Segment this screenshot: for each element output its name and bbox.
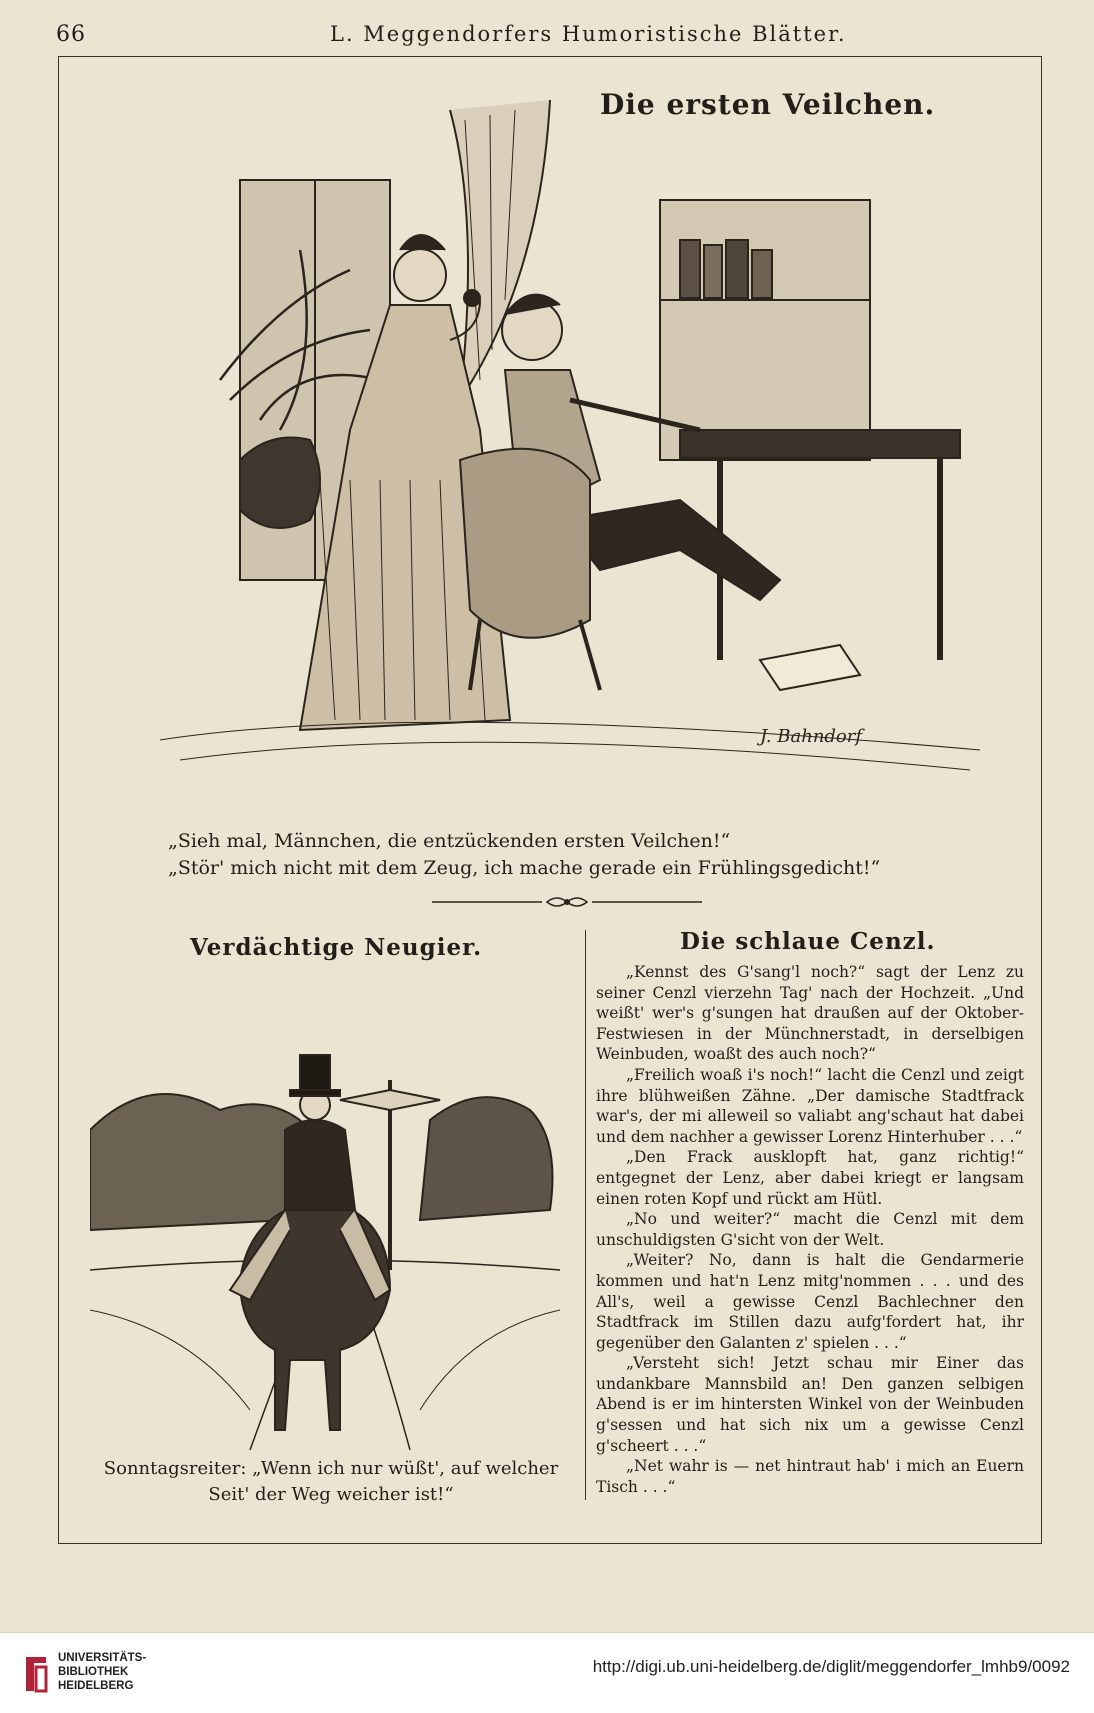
svg-text:J. Bahndorf: J. Bahndorf bbox=[760, 726, 863, 747]
rider-caption bbox=[86, 1456, 576, 1508]
story-paragraph: „Versteht sich! Jetzt schau mir Einer das undankbare Mannsbild an! Den ganzen selbigen Abend is er im hintersten Winkel von der Weinbuden g'sessen und hat sich nix um a gewisse Cenzl g'scheert . . .“ bbox=[596, 1354, 1024, 1455]
viewer-footer bbox=[0, 1632, 1094, 1713]
story-paragraph: „Net wahr is — net hintraut hab' i mich an Euern Tisch . . .“ bbox=[596, 1457, 1024, 1496]
library-name-line: HEIDELBERG bbox=[58, 1680, 134, 1692]
story-paragraph: „No und weiter?“ macht die Cenzl mit dem unschuldigsten G'sicht von der Welt. bbox=[596, 1210, 1024, 1249]
story-paragraph: „Weiter? No, dann is halt die Gendarmerie kommen und hat'n Lenz mitg'nommen . . . und des All's, weil a gewisse Cenzl Bachlechner den Stadtfrack im Stillen dazu aufg'fordert hat, ihr gegenüber den Galanten z' spielen . . .“ bbox=[596, 1251, 1024, 1352]
caption-line-man: „Stör' mich nicht mit dem Zeug, ich mache gerade ein Frühlingsgedicht!“ bbox=[168, 857, 881, 879]
ornament-divider bbox=[432, 892, 702, 912]
source-url-link[interactable]: http://digi.ub.uni-heidelberg.de/diglit/meggendorfer_lmhb9/0092 bbox=[592, 1657, 1070, 1676]
column-rule bbox=[585, 930, 586, 1500]
story-text bbox=[596, 962, 1024, 1497]
running-head bbox=[0, 22, 1094, 52]
rider-illustration bbox=[90, 1010, 560, 1450]
library-name[interactable] bbox=[58, 1651, 146, 1693]
library-name-line: UNIVERSITÄTS- bbox=[58, 1652, 147, 1664]
journal-title: L. Meggendorfers Humoristische Blätter. bbox=[330, 22, 847, 46]
cartoon-caption bbox=[168, 828, 928, 882]
rider-caption-line-1: Sonntagsreiter: „Wenn ich nur wüßt', auf welcher bbox=[103, 1458, 559, 1479]
story-paragraph: „Freilich woaß i's noch!“ lacht die Cenzl und zeigt ihre blühweißen Zähne. „Der damische Stadtfrack war's, der mi alleweil so valiabt ang'schaut hat dabei und dem nachher a gewisser Lorenz Hinterhuber . . .“ bbox=[596, 1065, 1024, 1146]
cartoon-title: Die ersten Veilchen. bbox=[600, 88, 936, 121]
story-paragraph: „Den Frack ausklopft hat, ganz richtig!“ entgegnet der Lenz, aber dabei kriegt er langsam einen roten Kopf und rückt am Hütl. bbox=[596, 1148, 1024, 1208]
right-article-title: Die schlaue Cenzl. bbox=[680, 928, 936, 955]
university-library-logo-icon[interactable] bbox=[22, 1653, 50, 1695]
page-number: 66 bbox=[56, 22, 86, 47]
library-name-line: BIBLIOTHEK bbox=[58, 1666, 129, 1678]
rider-caption-line-2: Seit' der Weg weicher ist!“ bbox=[208, 1484, 454, 1505]
caption-line-woman: „Sieh mal, Männchen, die entzückenden ersten Veilchen!“ bbox=[168, 830, 731, 852]
story-paragraph: „Kennst des G'sang'l noch?“ sagt der Lenz zu seiner Cenzl vierzehn Tag' nach der Hochzeit. „Und weißt' wer's g'sungen hat draußen auf der Oktober-Festwiesen in der Münchnerstadt, in derselbigen Weinbuden, woaßt des auch noch?“ bbox=[596, 963, 1024, 1064]
left-article-title: Verdächtige Neugier. bbox=[190, 934, 483, 961]
cartoon-illustration-violets bbox=[120, 100, 990, 800]
